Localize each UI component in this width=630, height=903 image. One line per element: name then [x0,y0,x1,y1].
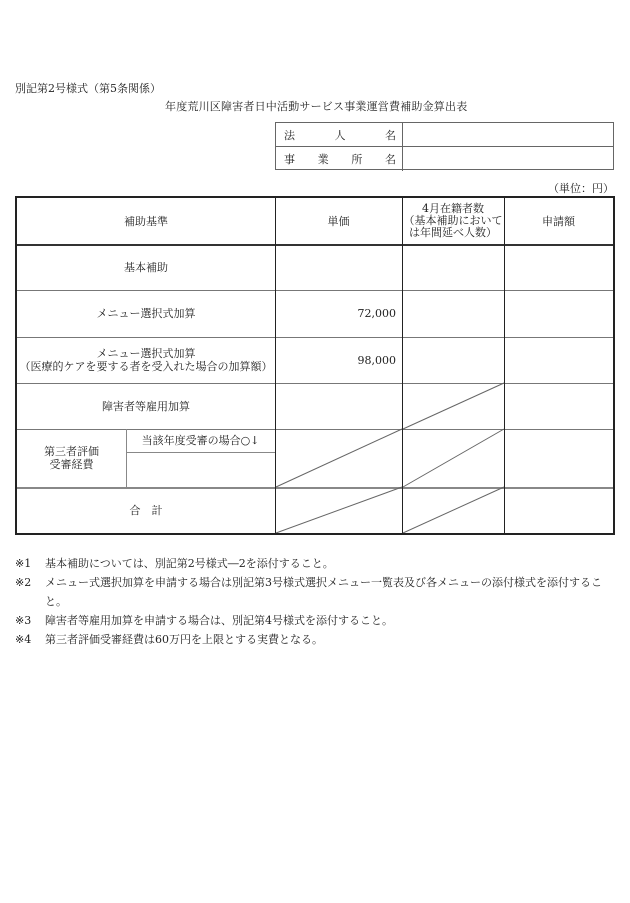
note-text: 障害者等雇用加算を申請する場合は、別記第4号様式を添付すること。 [45,614,393,627]
notes [15,554,615,649]
label-char: 事 [284,153,295,166]
label-line: 第三者評価 [44,445,99,458]
label-line: メニュー選択式加算 [96,347,196,360]
corporation-name-row [276,123,613,147]
note-text: メニュー式選択加算を申請する場合は別記第3号様式選択メニュー一覧表及び各メニューの添付様式を添付すること。 [45,576,602,608]
header-count-line: （基本補助において [403,214,503,227]
note-mark: ※4 [15,633,32,646]
third-party-sub-label: 当該年度受審の場合○↓ [141,434,260,447]
row-label-third-party [17,429,126,487]
employment-unit-price-field[interactable] [275,383,402,429]
row-label-total: 合 計 [129,503,163,517]
note-item [15,554,615,573]
row-label-menu: メニュー選択式加算 [96,307,196,320]
row-label-medical-care [17,337,275,383]
label-char: 名 [385,128,396,142]
menu-count-field[interactable] [402,290,504,337]
menu-unit-price: 72,000 [357,307,396,320]
office-name-field[interactable] [403,147,613,171]
header-unit-price: 単価 [327,214,350,228]
applicant-info-table [275,122,614,170]
note-item [15,573,615,611]
note-mark: ※2 [15,576,32,589]
header-count-line: は年間延べ人数） [409,226,497,239]
third-party-amount-field[interactable] [504,429,613,487]
note-mark: ※1 [15,557,32,570]
medical-care-unit-price: 98,000 [357,353,396,367]
note-item [15,611,615,630]
document-title: 年度荒川区障害者日中活動サービス事業運営費補助金算出表 [165,100,468,113]
total-amount-field[interactable] [504,487,613,533]
unit-label: （単位：円） [548,182,614,195]
header-criteria: 補助基準 [124,214,168,228]
note-text: 基本補助については、別記第2号様式―2を添付すること。 [45,557,334,570]
label-line: 受審経費 [49,458,94,471]
calculation-table [15,196,615,535]
note-mark: ※3 [15,614,32,627]
label-char: 法 [284,128,295,142]
office-name-row [276,147,613,171]
basic-amount-field[interactable] [504,244,613,290]
header-count-line: 4月在籍者数 [422,202,484,215]
label-char: 名 [384,153,396,166]
header-count [402,198,504,244]
header-amount: 申請額 [542,214,575,228]
label-char: 人 [334,128,346,142]
corporation-name-field[interactable] [403,123,613,146]
third-party-mark-field[interactable] [126,452,275,487]
label-line: （医療的ケアを要する者を受入れた場合の加算額） [19,360,273,373]
employment-amount-field[interactable] [504,383,613,429]
row-label-employment: 障害者等雇用加算 [102,399,190,413]
menu-amount-field[interactable] [504,290,613,337]
label-char: 業 [317,153,329,166]
form-number: 別記第2号様式（第5条関係） [15,82,161,95]
office-name-label [276,147,403,171]
basic-count-field[interactable] [402,244,504,290]
row-label-basic: 基本補助 [124,260,168,274]
medical-care-count-field[interactable] [402,337,504,383]
basic-unit-price[interactable] [275,244,402,290]
medical-care-amount-field[interactable] [504,337,613,383]
note-item [15,630,615,649]
note-text: 第三者評価受審経費は60万円を上限とする実費となる。 [45,633,323,646]
corporation-name-label [276,123,403,146]
label-char: 所 [351,153,363,166]
